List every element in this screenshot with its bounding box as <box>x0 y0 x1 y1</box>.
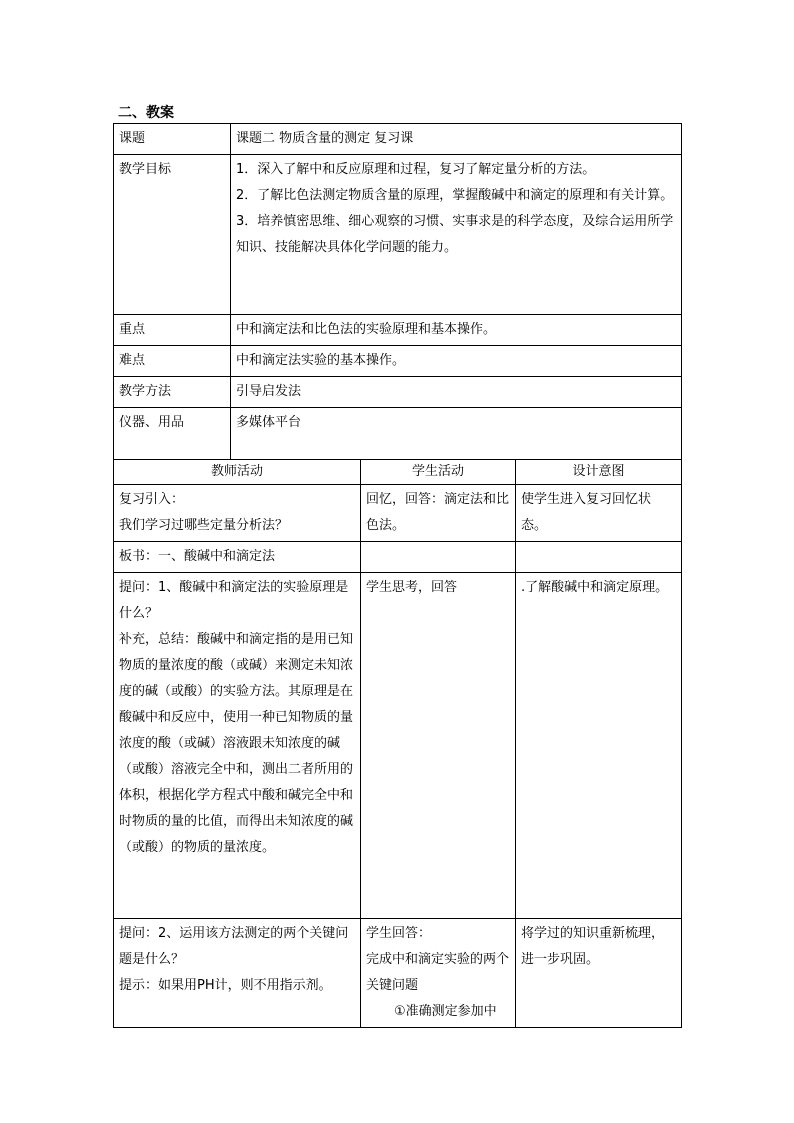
value-objectives <box>231 155 682 315</box>
value-topic: 课题二 物质含量的测定 复习课 <box>231 124 682 155</box>
intent-cell: 使学生进入复习回忆状态。 <box>516 485 682 542</box>
label-difficulty: 难点 <box>114 346 231 377</box>
intent-cell: 将学过的知识重新梳理，进一步巩固。 <box>516 919 682 1028</box>
activity-header-row <box>114 460 682 485</box>
header-teacher-activity: 教师活动 <box>114 460 361 485</box>
objective-2: 2．了解比色法测定物质含量的原理，掌握酸碱中和滴定的原理和有关计算。 <box>236 188 674 203</box>
row-difficulty <box>114 346 682 377</box>
teacher-cell: 板书：一、酸碱中和滴定法 <box>114 542 361 573</box>
row-method <box>114 377 682 408</box>
student-cell: 学生回答： 完成中和滴定实验的两个关键问题 ①准确测定参加中 <box>361 919 516 1028</box>
value-equipment: 多媒体平台 <box>231 408 682 460</box>
row-objectives <box>114 155 682 315</box>
label-topic: 课题 <box>114 124 231 155</box>
teacher-cell: 提问：1、酸碱中和滴定法的实验原理是什么？ 补充，总结：酸碱中和滴定指的是用已知物质的量浓度的酸（或碱）来测定未知浓度的碱（或酸）的实验方法。其原理是在酸碱中和反应中，使用一种已知物质的量浓度的酸（或碱）溶液跟未知浓度的碱（或酸）溶液完全中和，测出二者所用的体积，根据化学方程式中酸和碱完全中和时物质的量的比值，而得出未知浓度的碱（或酸）的物质的量浓度。 <box>114 573 361 919</box>
objective-3: 3．培养慎密思维、细心观察的习惯、实事求是的科学态度，及综合运用所学知识、技能解决具体化学问题的能力。 <box>236 214 674 255</box>
value-key-point: 中和滴定法和比色法的实验原理和基本操作。 <box>231 315 682 346</box>
row-key-point <box>114 315 682 346</box>
value-method: 引导启发法 <box>231 377 682 408</box>
objective-1: 1．深入了解中和反应原理和过程，复习了解定量分析的方法。 <box>236 162 596 177</box>
label-objectives: 教学目标 <box>114 155 231 315</box>
activity-row-key-issues <box>114 919 682 1028</box>
activity-row-review <box>114 485 682 542</box>
header-design-intent: 设计意图 <box>516 460 682 485</box>
activity-row-board <box>114 542 682 573</box>
student-cell: 学生思考，回答 <box>361 573 516 919</box>
intent-cell <box>516 542 682 573</box>
section-heading: 二、教案 <box>118 105 174 121</box>
student-cell: 回忆，回答：滴定法和比色法。 <box>361 485 516 542</box>
teacher-cell: 提问：2、运用该方法测定的两个关键问题是什么？ 提示：如果用PH计，则不用指示剂。 <box>114 919 361 1028</box>
row-equipment <box>114 408 682 460</box>
row-topic <box>114 124 682 155</box>
intent-cell: .了解酸碱中和滴定原理。 <box>516 573 682 919</box>
lesson-plan-table <box>113 123 682 1028</box>
label-equipment: 仪器、用品 <box>114 408 231 460</box>
activity-row-principle <box>114 573 682 919</box>
value-difficulty: 中和滴定法实验的基本操作。 <box>231 346 682 377</box>
teacher-cell: 复习引入： 我们学习过哪些定量分析法？ <box>114 485 361 542</box>
student-cell <box>361 542 516 573</box>
header-student-activity: 学生活动 <box>361 460 516 485</box>
label-key-point: 重点 <box>114 315 231 346</box>
label-method: 教学方法 <box>114 377 231 408</box>
